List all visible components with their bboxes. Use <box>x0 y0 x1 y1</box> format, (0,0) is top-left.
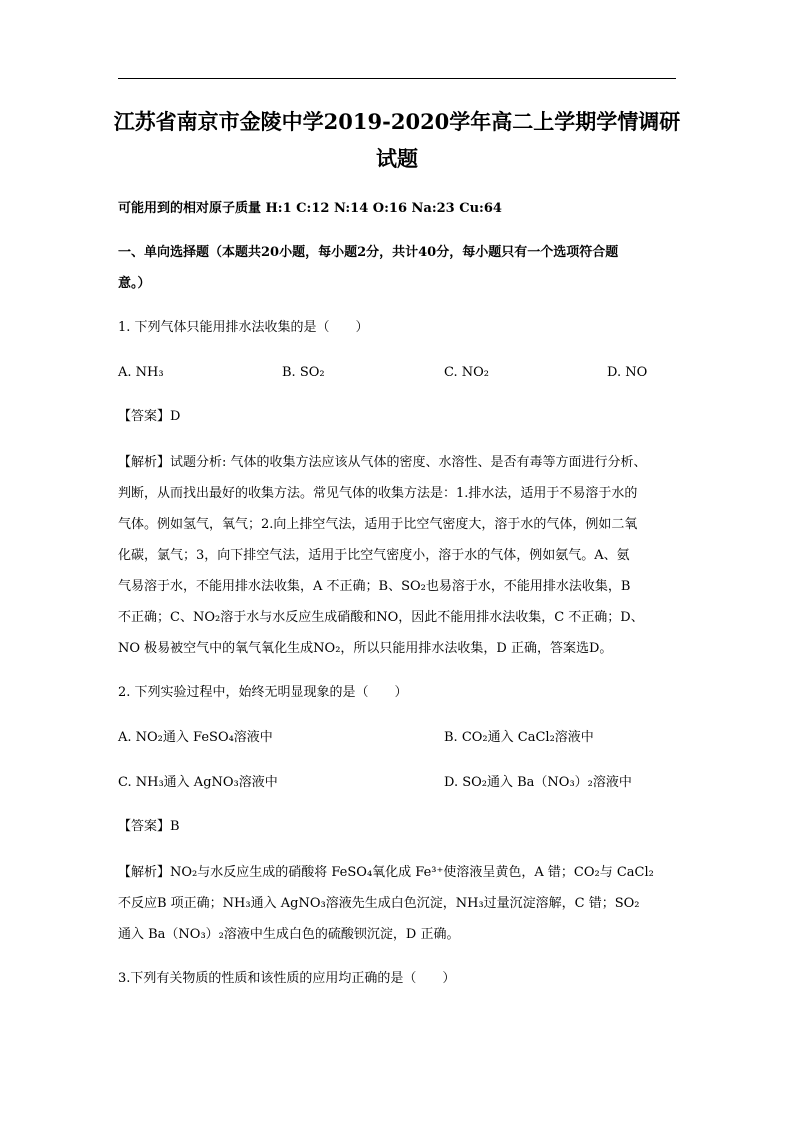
question-1-analysis-line: 气易溶于水，不能用排水法收集，A 不正确；B、SO₂也易溶于水，不能用排水法收集，B <box>118 579 631 594</box>
question-1-stem: 1. 下列气体只能用排水法收集的是（ ） <box>118 320 369 335</box>
question-1-analysis-line: 【解析】试题分析: 气体的收集方法应该从气体的密度、水溶性、是否有毒等方面进行分析、 <box>118 455 647 470</box>
page-title-continued: 试题 <box>376 146 418 171</box>
question-3-stem: 3.下列有关物质的性质和该性质的应用均正确的是（ ） <box>118 971 456 986</box>
question-1-analysis-line: 化碳，氯气；3，向下排空气法，适用于比空气密度小，溶于水的气体，例如氨气。A、氨 <box>118 548 630 563</box>
question-1-answer: 【答案】D <box>118 409 181 424</box>
question-2-analysis-line: 通入 Ba（NO₃）₂溶液中生成白色的硫酸钡沉淀，D 正确。 <box>118 927 460 942</box>
question-1-option-d: D. NO <box>607 365 648 380</box>
question-1-option-c: C. NO₂ <box>444 365 489 380</box>
question-2-analysis-line: 【解析】NO₂与水反应生成的硝酸将 FeSO₄氧化成 Fe³⁺使溶液呈黄色，A 错；CO₂与 CaCl₂ <box>118 865 654 880</box>
section-heading-continued: 意。） <box>118 276 151 291</box>
question-2-analysis-line: 不反应B 项正确；NH₃通入 AgNO₃溶液先生成白色沉淀，NH₃过量沉淀溶解，C 错；SO₂ <box>118 896 640 911</box>
question-2-option-c: C. NH₃通入 AgNO₃溶液中 <box>118 775 278 790</box>
page-title: 江苏省南京市金陵中学2019-2020学年高二上学期学情调研 <box>113 109 681 134</box>
atomic-masses: 可能用到的相对原子质量 H:1 C:12 N:14 O:16 Na:23 Cu:64 <box>118 201 502 216</box>
question-2-answer: 【答案】B <box>118 819 180 834</box>
question-1-analysis-line: NO 极易被空气中的氧气氧化生成NO₂，所以只能用排水法收集，D 正确，答案选D。 <box>118 641 613 656</box>
question-1-analysis-line: 气体。例如氢气，氧气；2.向上排空气法，适用于比空气密度大，溶于水的气体，例如二氧 <box>118 517 638 532</box>
header-rule <box>118 78 676 79</box>
question-1-option-b: B. SO₂ <box>282 365 325 380</box>
question-2-option-b: B. CO₂通入 CaCl₂溶液中 <box>444 730 594 745</box>
question-1-analysis-line: 判断，从而找出最好的收集方法。常见气体的收集方法是：1.排水法，适用于不易溶于水的 <box>118 486 638 501</box>
section-heading: 一、单向选择题（本题共20小题，每小题2分，共计40分，每小题只有一个选项符合题 <box>118 245 619 260</box>
question-1-option-a: A. NH₃ <box>118 365 164 380</box>
question-2-option-a: A. NO₂通入 FeSO₄溶液中 <box>118 730 273 745</box>
question-1-analysis-line: 不正确；C、NO₂溶于水与水反应生成硝酸和NO，因此不能用排水法收集，C 不正确；D、 <box>118 610 644 625</box>
question-2-option-d: D. SO₂通入 Ba（NO₃）₂溶液中 <box>444 775 632 790</box>
question-2-stem: 2. 下列实验过程中，始终无明显现象的是（ ） <box>118 685 408 700</box>
